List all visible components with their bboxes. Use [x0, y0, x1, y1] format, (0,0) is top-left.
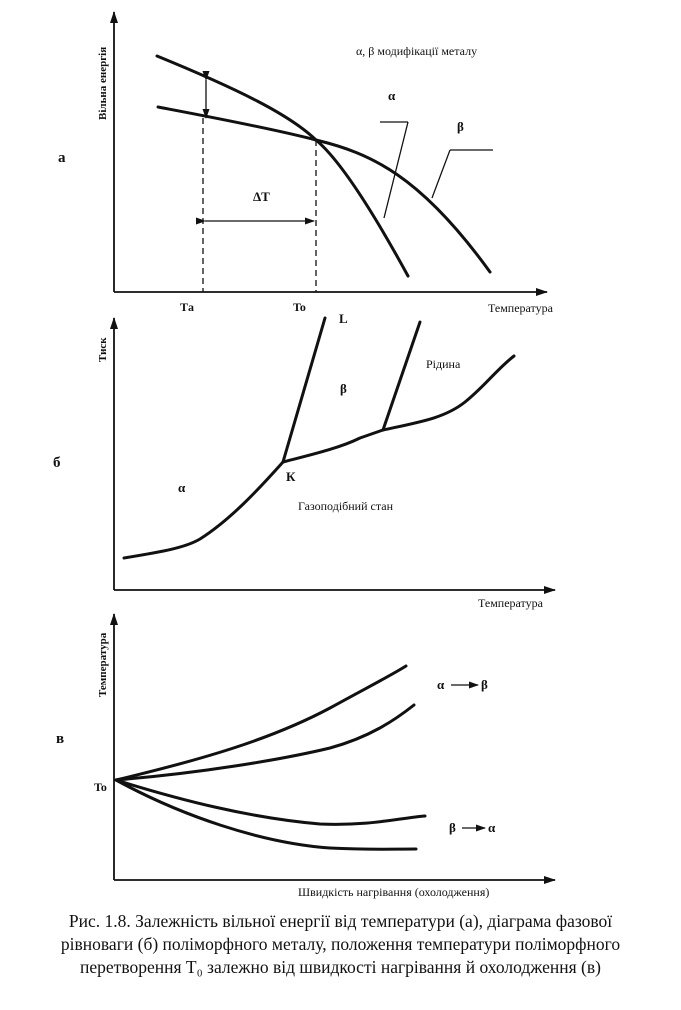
triple-point-k-label: К	[286, 469, 296, 484]
l-label: L	[339, 311, 348, 326]
alpha-region-label: α	[178, 480, 186, 495]
alpha-beta-boundary	[283, 318, 325, 462]
panel-a-free-energy	[58, 12, 554, 315]
caption-line-3: перетворення T₀ залежно від швидкості нагрівання й охолодження (в)	[80, 957, 601, 977]
alpha-beta-vapor-curve	[283, 430, 383, 462]
panel-c-transformation-temperature	[56, 614, 555, 899]
panel-a-y-axis-label: Вільна енергія	[97, 46, 109, 120]
delta-t-label: ΔT	[253, 189, 270, 204]
cooling-transformation-label	[449, 820, 496, 835]
panel-b-x-axis-label: Температура	[478, 596, 543, 610]
beta-leader-line	[432, 150, 450, 198]
cooling-lower-curve	[116, 780, 416, 849]
panel-c-marker: в	[56, 731, 65, 747]
beta-curve-label: β	[457, 119, 464, 134]
panel-a-title: α, β модифікації металу	[356, 44, 478, 58]
gas-region-label: Газоподібний стан	[298, 499, 393, 513]
t0-origin-label: To	[94, 780, 107, 794]
panel-b-phase-diagram	[53, 311, 555, 610]
sublimation-curve	[124, 462, 283, 558]
ta-tick-label: Tа	[180, 300, 195, 314]
panel-a-x-axis-label: Температура	[488, 301, 553, 315]
alpha-curve-label: α	[388, 88, 396, 103]
beta-liquid-boundary	[383, 322, 420, 430]
svg-text:β: β	[449, 820, 456, 835]
svg-text:α: α	[437, 677, 445, 692]
t0-tick-label: To	[293, 300, 306, 314]
svg-text:β: β	[481, 677, 488, 692]
caption-line-1: Рис. 1.8. Залежність вільної енергії від температури (а), діаграма фазової	[68, 911, 613, 931]
heating-transformation-label	[437, 677, 488, 692]
figure-caption	[20, 910, 661, 979]
caption-line-2: рівноваги (б) поліморфного металу, положення температури поліморфного	[60, 934, 621, 954]
panel-c-y-axis-label: Температура	[97, 632, 109, 697]
panel-a-marker: а	[58, 150, 66, 166]
panel-b-y-axis-label: Тиск	[97, 337, 109, 362]
beta-region-label: β	[340, 381, 347, 396]
panel-b-marker: б	[53, 455, 61, 471]
svg-text:α: α	[488, 820, 496, 835]
beta-free-energy-curve	[158, 107, 490, 272]
panel-c-x-axis-label: Швидкість нагрівання (охолодження)	[298, 885, 490, 899]
liquid-region-label: Рідина	[426, 357, 461, 371]
alpha-free-energy-curve	[157, 56, 408, 276]
